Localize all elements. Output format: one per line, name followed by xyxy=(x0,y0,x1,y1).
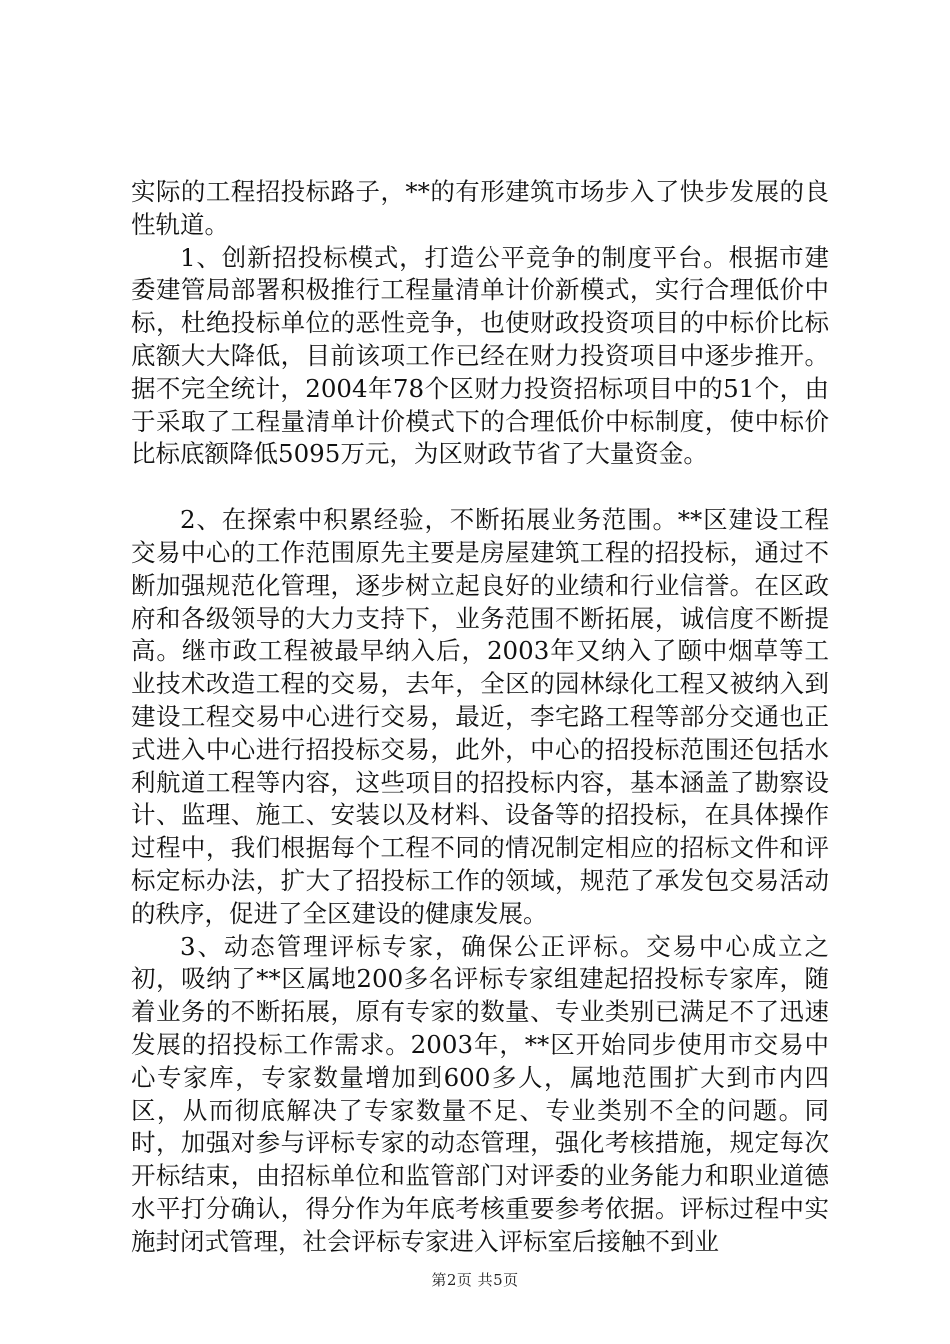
paragraph-continuation: 实际的工程招投标路子，**的有形建筑市场步入了快步发展的良性轨道。 xyxy=(131,177,829,239)
paragraph-spacer xyxy=(131,471,829,504)
page-number-footer: 第2页 共5页 xyxy=(431,1271,519,1289)
paragraph-section-1: 1、创新招投标模式，打造公平竞争的制度平台。根据市建委建管局部署积极推行工程量清单计价新模式，实行合理低价中标，杜绝投标单位的恶性竞争，也使财政投资项目的中标价比标底额大大降低，目前该项工作已经在财力投资项目中逐步推开。据不完全统计，2004年78个区财力投资招标项目中的51个，由于采取了工程量清单计价模式下的合理低价中标制度，使中标价比标底额降低5095万元，为区财政节省了大量资金。 xyxy=(131,242,829,469)
paragraph-section-3: 3、动态管理评标专家，确保公正评标。交易中心成立之初，吸纳了**区属地200多名评标专家组建起招投标专家库，随着业务的不断拓展，原有专家的数量、专业类别已满足不了迅速发展的招投标工作需求。2003年，**区开始同步使用市交易中心专家库，专家数量增加到600多人，属地范围扩大到市内四区，从而彻底解决了专家数量不足、专业类别不全的问题。同时，加强对参与评标专家的动态管理，强化考核措施，规定每次开标结束，由招标单位和监管部门对评委的业务能力和职业道德水平打分确认，得分作为年底考核重要参考依据。评标过程中实施封闭式管理，社会评标专家进入评标室后接触不到业 xyxy=(131,931,829,1256)
paragraph-section-2: 2、在探索中积累经验，不断拓展业务范围。**区建设工程交易中心的工作范围原先主要是房屋建筑工程的招投标，通过不断加强规范化管理，逐步树立起良好的业绩和行业信誉。在区政府和各级领导的大力支持下，业务范围不断拓展，诚信度不断提高。继市政工程被最早纳入后，2003年又纳入了颐中烟草等工业技术改造工程的交易，去年，全区的园林绿化工程又被纳入到建设工程交易中心进行交易，最近，李宅路工程等部分交通也正式进入中心进行招投标交易，此外，中心的招投标范围还包括水利航道工程等内容，这些项目的招投标内容，基本涵盖了勘察设计、监理、施工、安装以及材料、设备等的招投标，在具体操作过程中，我们根据每个工程不同的情况制定相应的招标文件和评标定标办法，扩大了招投标工作的领域，规范了承发包交易活动的秩序，促进了全区建设的健康发展。 xyxy=(131,505,829,928)
document-body xyxy=(131,176,829,1259)
